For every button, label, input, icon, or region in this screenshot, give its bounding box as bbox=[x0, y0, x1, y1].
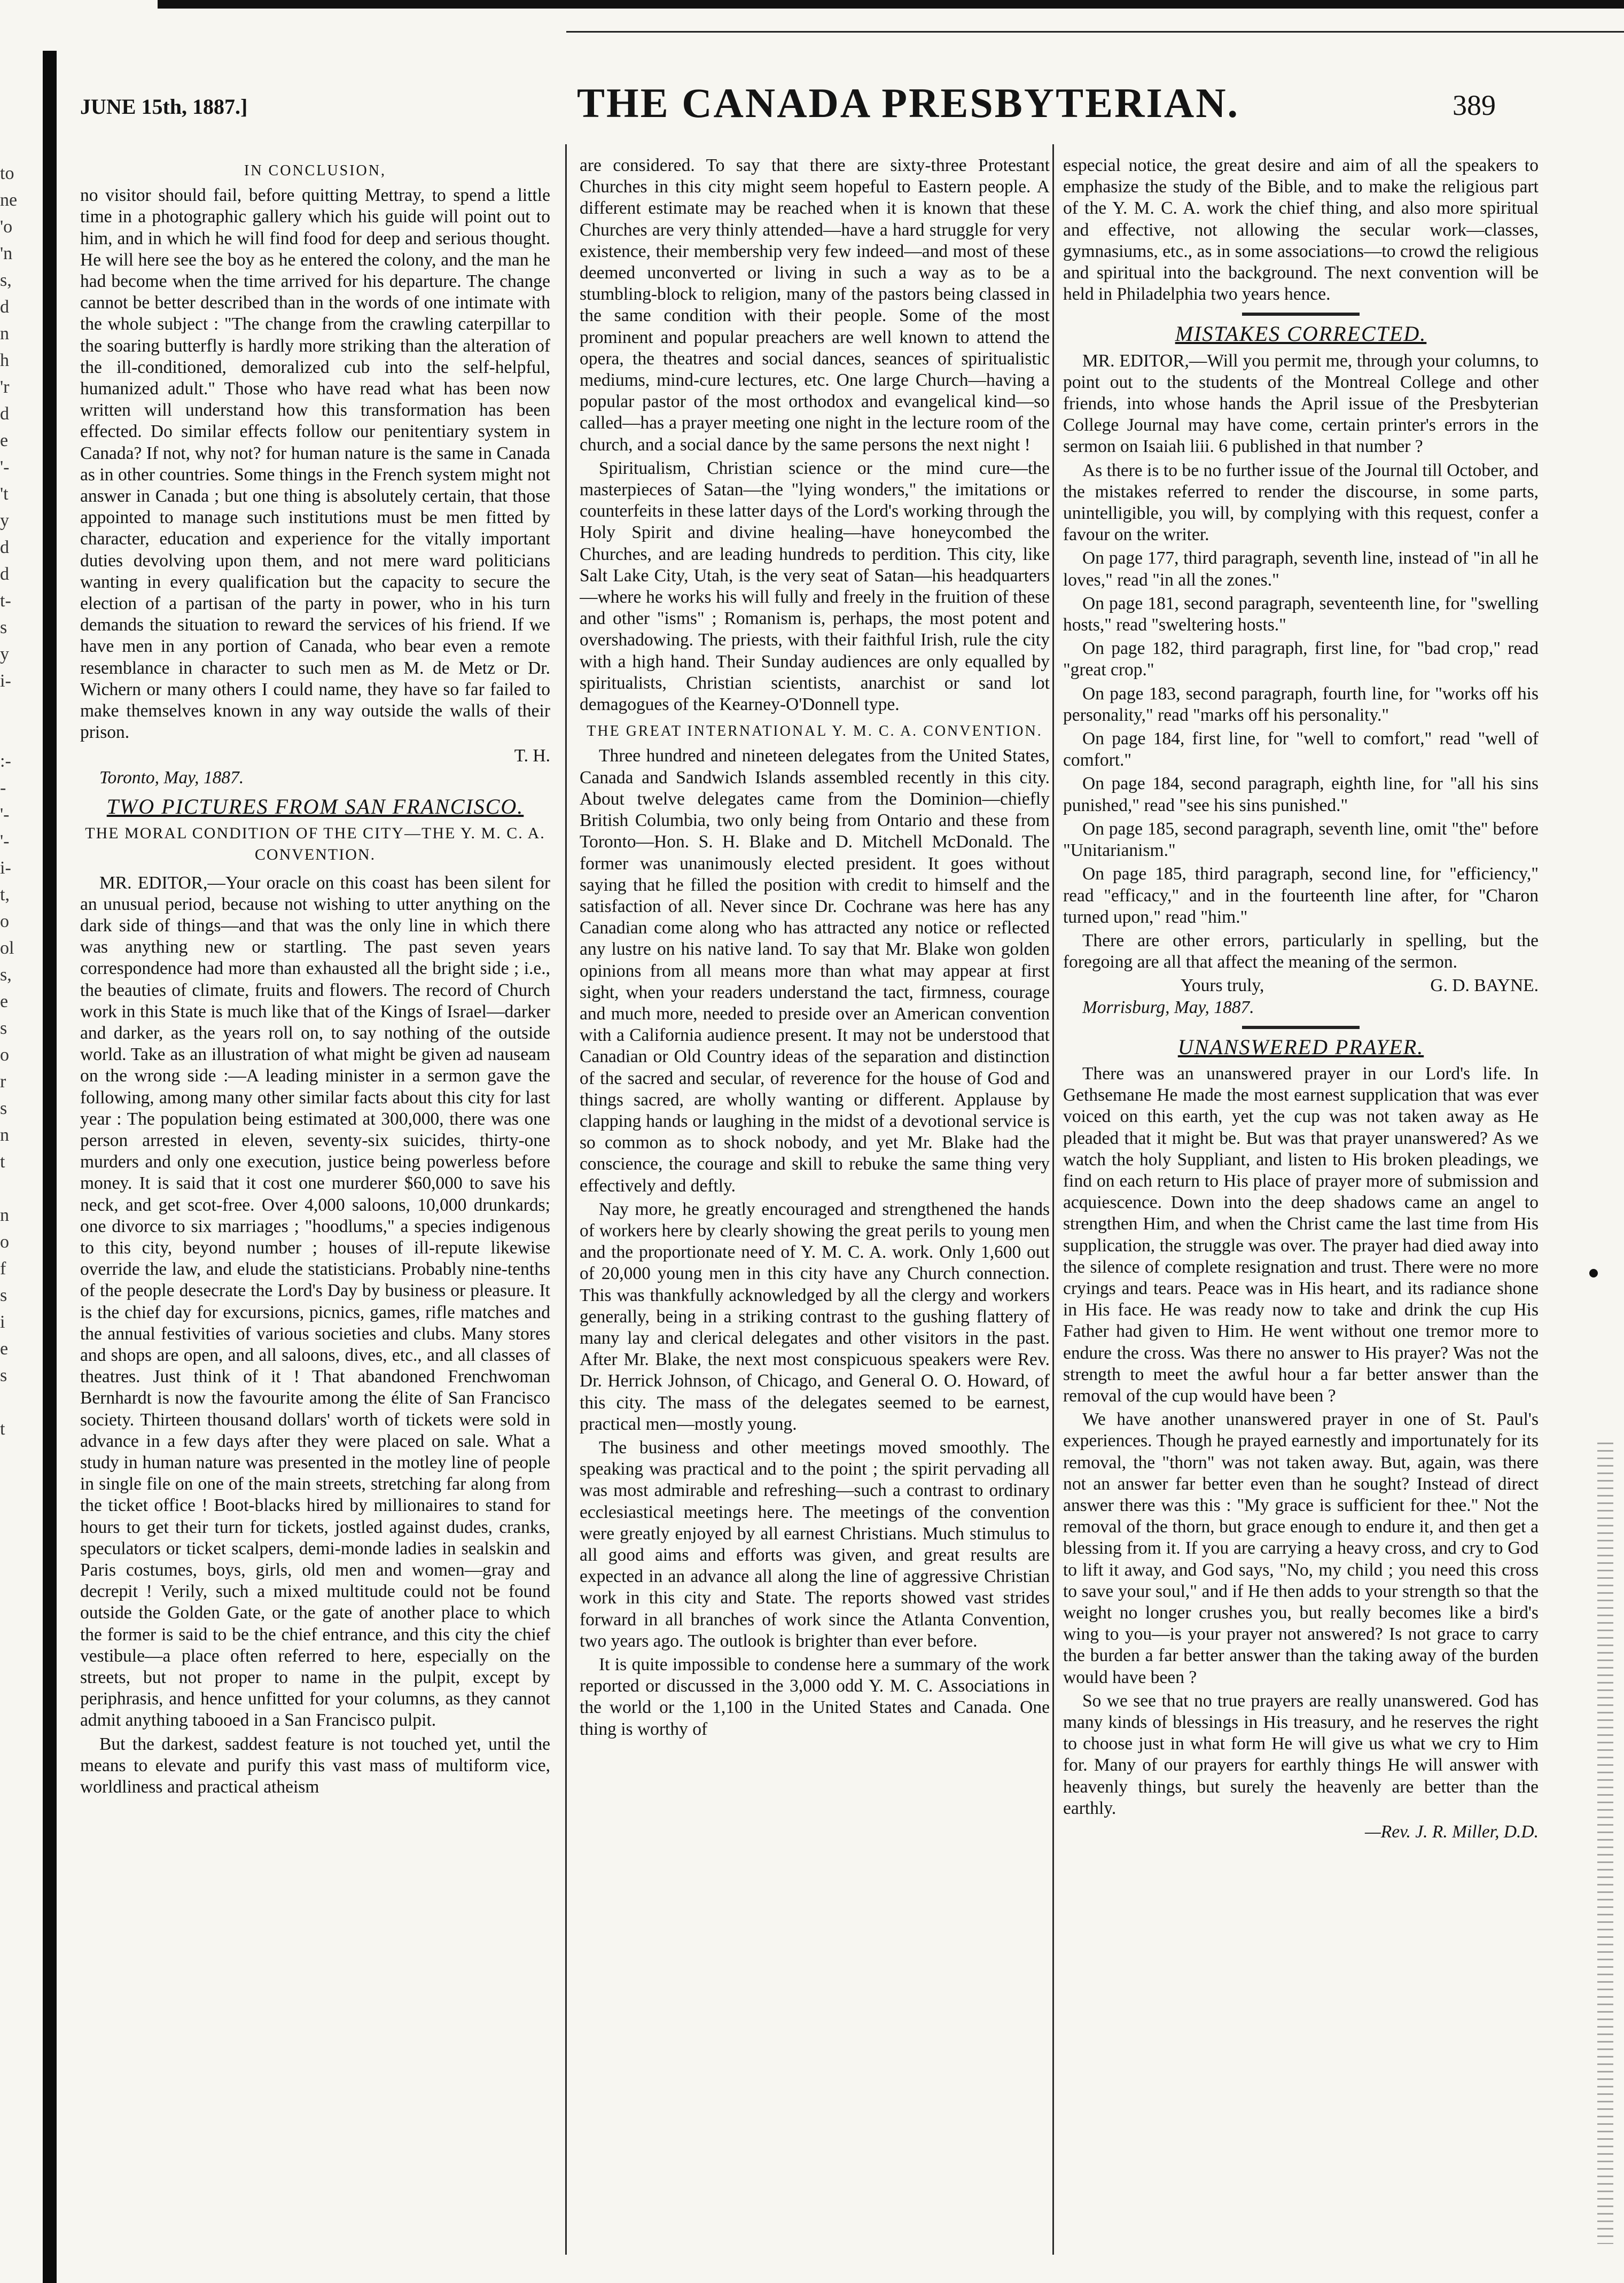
margin-fragment: ne bbox=[0, 190, 18, 210]
correction-item: On page 184, second paragraph, eighth line, for "all his sins punished," read "see his sins punished." bbox=[1063, 774, 1539, 815]
article-paragraph: are considered. To say that there are sixty-three Protestant Churches in this city might seem hopeful to Eastern people. A different estimate may be reached when it is known that these Churches are very thinly attended—have a hard struggle for very existence, their membership very few indeed—and most of these deemed unconverted or living in such a way as to be a stumbling-block to religion, many of the pastors being classed in the same condition with their people. Some of the most prominent and popular preachers are well known to attend the opera, the theatres and social dances, seances of spiritualistic mediums, mind-cure lectures, etc. One large Church—having a popular pastor of the most orthodox and evangelical kind—so called—has a prayer meeting one night in the lecture room of the church, and a social dance by the same persons the next night ! bbox=[580, 155, 1050, 455]
signature-closing: Yours truly, bbox=[1181, 976, 1264, 996]
article-paragraph: MR. EDITOR,—Your oracle on this coast has been silent for an unusual period, because not wishing to utter anything on the dark side of things—and that was the only line in which there was anything new or startling. The past seven years correspondence had more than exhausted all the bright side ; i.e., the beauties of climate, fruits and flowers. The record of Church work in this State is much like that of the Kings of Israel—darker and darker, as the years roll on, to say nothing of the outside world. Take as an illustration of what might be given ad nauseam on the wrong side :—A leading minister in a sermon gave the following, among many other similar facts about this city for last year : The population being estimated at 300,000, there was one person arrested in eleven, seventy-six suicides, thirty-one murders and only one execution, justice being powerless before money. It is said that it cost one murderer $60,000 to save his neck, and get scot-free. Over 4,000 saloons, 10,000 drunkards; one divorce to six marriages ; "hoodlums," a species indigenous to this city, beyond number ; houses of ill-repute likewise override the law, and elude the statisticians. Probably nine-tenths of the people desecrate the Lord's Day by business or pleasure. It is the chief day for excursions, picnics, games, rifle matches and the annual festivities of various societies and clubs. Many stores and shops are open, and all saloons, dives, etc., and all classes of theatres. Just think of it ! That abandoned Frenchwoman Bernhardt is now the favourite among the élite of San Francisco society. Thirteen thousand dollars' worth of tickets were sold in advance in a few days after they were placed on sale. What a study in human nature was presented in the motley line of people in single file on one of the main streets, stretching far along from the ticket office ! Boot-blacks hired by millionaires to stand for hours to get their turn for tickets, jostled against dudes, cranks, speculators or ticket scalpers, demi-monde ladies in sealskin and Paris costumes, boys, girls, old men and women—gray and decrepit ! Verily, such a mixed multitude could not be found outside the Golden Gate, or the gate of another place to which the former is said to be the chief entrance, and this city the chief vestibule—a place often referred to here, especially on the streets, but not proper to name in the pulpit, except by periphrasis, and hence unfitted for your columns, as they cannot admit anything tabooed in a San Francisco pulpit. bbox=[80, 872, 550, 1731]
article-paragraph: especial notice, the great desire and aim of all the speakers to emphasize the study of the Bible, and to make the religious part of the Y. M. C. A. work the chief thing, and also more spiritual and effective, not allowing the secular work—classes, gymnasiums, etc., as in some associations—to crowd the religious and spiritual into the background. The next convention will be held in Philadelphia two years hence. bbox=[1063, 155, 1539, 305]
section-heading-conclusion: IN CONCLUSION, bbox=[244, 162, 386, 179]
margin-fragment: - bbox=[0, 778, 6, 798]
margin-fragment: '- bbox=[0, 457, 10, 477]
margin-fragment bbox=[0, 695, 32, 721]
article-paragraph: As there is to be no further issue of the Journal till October, and the mistakes referred to render the discourse, in some parts, unintelligible, you will, by complying with this request, confer a favour on the writer. bbox=[1063, 460, 1539, 545]
article-subheading: THE MORAL CONDITION OF THE CITY—THE Y. M. C. A. CONVENTION. bbox=[85, 824, 545, 864]
margin-fragment: t bbox=[0, 1152, 5, 1172]
correction-item: On page 185, third paragraph, second line, for "efficiency," read "efficacy," and in the fourteenth line after, for "Charon turned upon," read "him." bbox=[1063, 864, 1539, 927]
issue-date: JUNE 15th, 1887.] bbox=[80, 95, 248, 119]
page-number: 389 bbox=[1453, 89, 1496, 121]
margin-fragment: y bbox=[0, 644, 9, 664]
article-signature: T. H. bbox=[514, 746, 550, 766]
margin-fragment: s, bbox=[0, 270, 12, 290]
article-headline-unanswered-prayer: UNANSWERED PRAYER. bbox=[1177, 1034, 1424, 1059]
margin-fragment: '- bbox=[0, 831, 10, 851]
margin-fragment: 't bbox=[0, 484, 9, 504]
article-paragraph: Three hundred and nineteen delegates from the United States, Canada and Sandwich Islands assembled recently in this city. About twelve delegates came from the Dominion—chiefly British Columbia, two only being from Ontario and these from Toronto—Hon. S. H. Blake and D. Mitchell McDonald. The former was unanimously elected president. It goes without saying that he filled the position with credit to himself and the satisfaction of all. Never since Dr. Cochrane was here has any Canadian come along who has attracted any notice or reflected any lustre on his native land. To say that Mr. Blake won golden opinions from all means more than what may appear at first sight, when your readers understand the tact, firmness, courage and much more, needed to preside over an American convention with a California audience present. It may not be understood that Canadian or Old Country ideas of the separation and distinction of the sacred and secular, of reverence for the house of God and things sacred, are wholly wanting or different. Applause by clapping hands or laughing in the midst of a devotional service is so common as to shock nobody, and yet Mr. Blake had the conscience, the courage and skill to rebuke the same thing very effectively and deftly. bbox=[580, 746, 1050, 1196]
article-dateline: Toronto, May, 1887. bbox=[99, 767, 244, 788]
article-credit: —Rev. J. R. Miller, D.D. bbox=[1365, 1822, 1539, 1842]
margin-fragment: o bbox=[0, 1045, 9, 1065]
correction-item: On page 177, third paragraph, seventh line, instead of "in all he loves," read "in all the zones." bbox=[1063, 548, 1539, 590]
margin-fragment: t bbox=[0, 1419, 5, 1439]
margin-fragment: :- bbox=[0, 751, 11, 771]
page-edge-texture bbox=[1597, 1443, 1613, 2244]
margin-fragment: 'r bbox=[0, 377, 10, 397]
article-headline-san-francisco: TWO PICTURES FROM SAN FRANCISCO. bbox=[106, 794, 524, 819]
article-paragraph: Nay more, he greatly encouraged and strengthened the hands of workers here by clearly showing the great perils to young men and the proportionate need of Y. M. C. A. work. Only 1,600 out of 20,000 young men in this city have any Church connection. This was thankfully acknowledged by all the clergy and workers generally, being in a striking contrast to the gushing flattery of many lay and clerical delegates and other visitors in the past. After Mr. Blake, the next most conspicuous speakers were Rev. Dr. Herrick Johnson, of Chicago, and General O. O. Howard, of this city. The mass of the delegates seemed to be earnest, practical men—mostly young. bbox=[580, 1199, 1050, 1434]
article-signature bbox=[1063, 975, 1539, 996]
article-paragraph: no visitor should fail, before quitting Mettray, to spend a little time in a photographic gallery which his guide will point out to him, and in which he will find food for deep and serious thought. He will here see the boy as he entered the colony, and the man he had become when the time arrived for his departure. The change cannot be better described than in the words of one intimate with the whole subject : "The change from the crawling caterpillar to the soaring butterfly is hardly more striking than the alteration of the ill-conditioned, demoralized cub into the self-helpful, humanized adult." Those who have read what has been now written will understand how this transformation has been effected. Do similar effects follow our penitentiary system in Canada? If not, why not? for human nature is the same in Canada as in other countries. Some things in the French system might not answer in Canada ; but one thing is absolutely certain, that those appointed to manage such institutions must be men fitted by character, education and experience for the vitally important duties devolving upon them, and not mere ward politicians wanting in every qualification but the capacity to secure the election of a partisan of the party in power, who in his turn demands the situation to reward the services of his friend. If we have men in any portion of Canada, who bear even a remote resemblance in character to such men as M. de Metz or Dr. Wichern or many others I could name, they have so far failed to make themselves known in any way outside the walls of their prison. bbox=[80, 185, 550, 743]
margin-fragment bbox=[0, 721, 32, 748]
article-headline-mistakes: MISTAKES CORRECTED. bbox=[1175, 322, 1427, 346]
column-rule-2 bbox=[1052, 144, 1054, 2255]
margin-fragment: s bbox=[0, 1018, 7, 1038]
margin-fragment: o bbox=[0, 1232, 9, 1252]
page-gutter-shadow bbox=[43, 51, 57, 2283]
margin-fragment: s bbox=[0, 618, 7, 637]
column-1 bbox=[80, 155, 550, 2249]
correction-item: On page 182, third paragraph, first line, for "bad crop," read "great crop." bbox=[1063, 638, 1539, 680]
margin-fragment: t, bbox=[0, 885, 10, 905]
margin-fragment: n bbox=[0, 324, 9, 344]
margin-fragment: r bbox=[0, 1072, 6, 1092]
newspaper-title: THE CANADA PRESBYTERIAN. bbox=[577, 80, 1240, 126]
article-paragraph: MR. EDITOR,—Will you permit me, through your columns, to point out to the students of the Montreal College and other friends, into whose hands the April issue of the Presbyterian College Journal may have come, certain printer's errors in the sermon on Isaiah liii. 6 published in that number ? bbox=[1063, 350, 1539, 457]
article-paragraph: The business and other meetings moved smoothly. The speaking was practical and to the point ; the spirit pervading all was most admirable and refreshing—such a contrast to ordinary ecclesiastical meetings here. The meetings of the convention were greatly enjoyed by all earnest Christians. Much stimulus to all good aims and efforts was given, and great results are expected in an advance all along the line of aggressive Christian work in this city and State. The reports showed vast strides forward in all branches of work since the Atlanta Convention, two years ago. The outlook is brighter than ever before. bbox=[580, 1437, 1050, 1651]
section-heading-ymca-convention: THE GREAT INTERNATIONAL Y. M. C. A. CONVENTION. bbox=[587, 723, 1043, 740]
correction-item: On page 181, second paragraph, seventeenth line, for "swelling hosts," read "sweltering hosts." bbox=[1063, 593, 1539, 635]
ink-blot bbox=[1589, 1269, 1598, 1277]
margin-fragment: s, bbox=[0, 965, 12, 985]
margin-fragment: s bbox=[0, 1285, 7, 1305]
margin-fragment: to bbox=[0, 163, 14, 183]
article-paragraph: There are other errors, particularly in spelling, but the foregoing are all that affect the meaning of the sermon. bbox=[1063, 930, 1539, 972]
margin-fragment: i- bbox=[0, 671, 11, 691]
article-paragraph: It is quite impossible to condense here a summary of the work reported or discussed in the 3,000 odd Y. M. C. Associations in the world or the 1,100 in the United States and Canada. One thing is worthy of bbox=[580, 1655, 1050, 1739]
margin-fragment: n bbox=[0, 1205, 9, 1225]
article-divider bbox=[1242, 313, 1360, 316]
correction-item: On page 184, first line, for "well to comfort," read "well of comfort." bbox=[1063, 729, 1539, 770]
header-rule bbox=[566, 31, 1624, 33]
article-paragraph: Spiritualism, Christian science or the mind cure—the masterpieces of Satan—the "lying wonders," the imitations or counterfeits in these latter days of the Lord's working through the Holy Spirit and divine healing—have honeycombed the Churches, and are leading hundreds to perdition. This city, like Salt Lake City, Utah, is the very seat of Satan—his headquarters—where he works his will fully and freely in the fruition of these and other "isms" ; Romanism is, perhaps, the most potent and overshadowing. The priests, with their faithful Irish, rule the city with a high hand. Their Sunday audiences are only equalled by spiritualists, Christian scientists, anarchist or sand lot demagogues of the Kearney-O'Donnell type. bbox=[580, 458, 1050, 715]
article-dateline: Morrisburg, May, 1887. bbox=[1082, 997, 1254, 1017]
margin-fragment: '- bbox=[0, 805, 10, 824]
margin-fragment: f bbox=[0, 1259, 6, 1279]
margin-fragment: 'o bbox=[0, 217, 13, 237]
margin-fragment bbox=[0, 1175, 32, 1202]
column-3 bbox=[1063, 155, 1539, 2249]
article-paragraph: We have another unanswered prayer in one of St. Paul's experiences. Though he prayed earnestly and importunately for its removal, the "thorn" was not taken away. But, again, was there not an answer far better even than he sought? Instead of direct answer there was this : "My grace is sufficient for thee." Not the removal of the thorn, but grace enough to endure it, and then get a blessing from it. If you are carrying a heavy cross, and cry to God to lift it away, and God says, "No, my child ; you need this cross to save your soul," and if He then adds to your strength so that the weight no longer crushes you, but really becomes like a bird's wing to you—is your prayer not answered? Is not grace to carry the burden a far better answer than the taking away of the burden would have been ? bbox=[1063, 1409, 1539, 1687]
margin-fragment: d bbox=[0, 537, 9, 557]
column-2 bbox=[580, 155, 1050, 2249]
margin-fragment: d bbox=[0, 564, 9, 584]
top-border-rule bbox=[158, 0, 1624, 9]
article-divider bbox=[1242, 1026, 1360, 1029]
margin-fragment: y bbox=[0, 511, 9, 531]
margin-fragment: 'n bbox=[0, 244, 13, 263]
article-paragraph: But the darkest, saddest feature is not touched yet, until the means to elevate and purify this vast mass of multiform vice, worldliness and practical atheism bbox=[80, 1734, 550, 1797]
margin-fragment: t- bbox=[0, 591, 11, 611]
signature-name: G. D. BAYNE. bbox=[1430, 976, 1539, 996]
correction-item: On page 183, second paragraph, fourth line, for "works off his personality," read "marks off his personality." bbox=[1063, 683, 1539, 725]
margin-fragment: n bbox=[0, 1125, 9, 1145]
margin-fragment: h bbox=[0, 350, 9, 370]
margin-fragment: e bbox=[0, 431, 9, 450]
left-margin-fragments bbox=[0, 160, 32, 1443]
article-paragraph: So we see that no true prayers are really unanswered. God has many kinds of blessings in His treasury, and he reserves the right to choose just in what form He will give us what we cry to Him for. Many of our prayers for earthly things He will answer with heavenly things, but surely the heavenly are better than the earthly. bbox=[1063, 1690, 1539, 1818]
margin-fragment: s bbox=[0, 1366, 7, 1385]
correction-item: On page 185, second paragraph, seventh line, omit "the" before "Unitarianism." bbox=[1063, 819, 1539, 861]
article-paragraph: There was an unanswered prayer in our Lord's life. In Gethsemane He made the most earnest supplication that was ever voiced on this earth, yet the cup was not taken away as He pleaded that it might be. But was that prayer unanswered? As we watch the holy Suppliant, and listen to His broken pleadings, we find on each return to His place of prayer more of submission and acquiescence. Down into the deep shadows came an angel to strengthen Him, and when the Christ came the last time from His supplication, the struggle was over. The prayer had died away into the silence of complete resignation and trust. There were no more cryings and tears. Peace was in His heart, and its radiance shone in His face. He was ready now to take and drink the cup His Father had given to Him. He went without one tremor more to endure the cross. Was there no answer to His prayer? Was not the strength to meet the awful hour a far better answer than the removal of the cup would have been ? bbox=[1063, 1063, 1539, 1406]
margin-fragment: i bbox=[0, 1312, 5, 1332]
margin-fragment: d bbox=[0, 404, 9, 424]
margin-fragment: ol bbox=[0, 938, 14, 958]
margin-fragment: i- bbox=[0, 858, 11, 878]
column-rule-1 bbox=[565, 144, 567, 2255]
margin-fragment: e bbox=[0, 1339, 9, 1359]
margin-fragment: o bbox=[0, 911, 9, 931]
margin-fragment: d bbox=[0, 297, 9, 317]
margin-fragment: s bbox=[0, 1098, 7, 1118]
page-header bbox=[80, 79, 1496, 133]
margin-fragment bbox=[0, 1389, 32, 1416]
margin-fragment: e bbox=[0, 992, 9, 1011]
